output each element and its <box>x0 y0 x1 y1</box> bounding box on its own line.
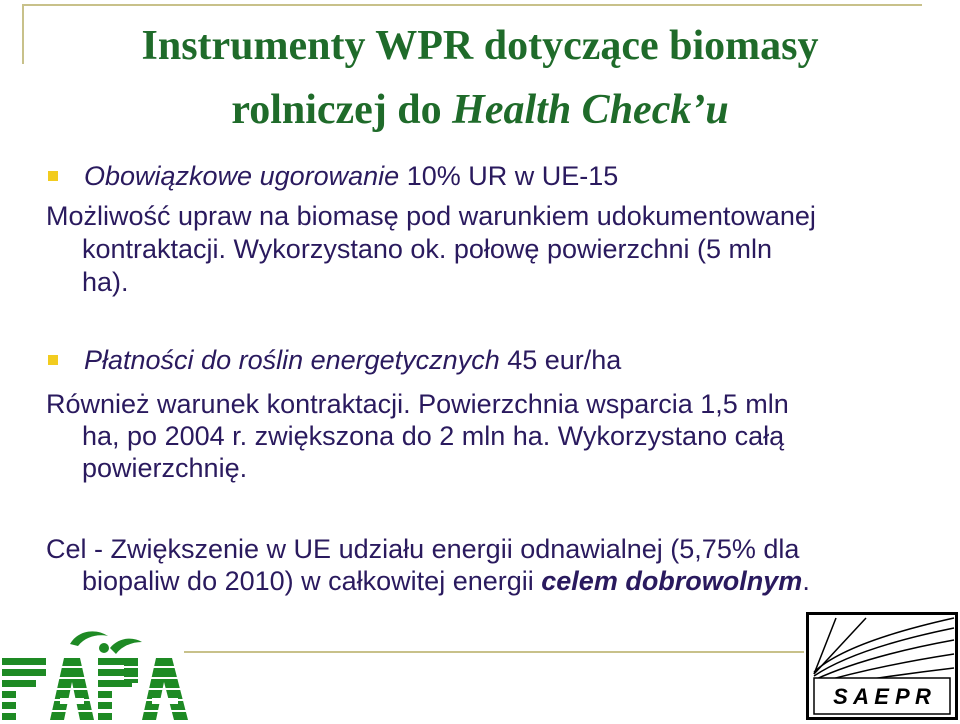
saepr-logo <box>806 612 958 720</box>
section2-line2: ha, po 2004 r. zwiększona do 2 mln ha. Wykorzystano całą <box>82 421 785 451</box>
section1-bullet-text <box>84 160 618 192</box>
top-rule <box>22 4 922 6</box>
section3-line1: Cel - Zwiększenie w UE udziału energii odnawialnej (5,75% dla <box>46 534 800 564</box>
section1-bullet-italic: Obowiązkowe ugorowanie <box>84 161 400 191</box>
fapa-logo <box>0 626 190 724</box>
section3-line2 <box>82 565 810 597</box>
title-line2-plain: rolniczej do <box>231 87 453 133</box>
slide-title-line1 <box>0 20 960 72</box>
saepr-logo-text: S A E P R <box>833 684 931 709</box>
section1-bullet-plain: 10% UR w UE-15 <box>399 161 619 191</box>
section2-bullet-text <box>84 344 621 376</box>
section1-line2: kontraktacji. Wykorzystano ok. połowę powierzchni (5 mln <box>82 234 773 264</box>
section2-bullet-plain: 45 eur/ha <box>499 345 622 375</box>
section3-line2-emphasis: celem dobrowolnym <box>541 566 803 596</box>
title-line1-text: Instrumenty WPR dotyczące biomasy <box>141 23 819 69</box>
section3-line2-end: . <box>802 566 810 596</box>
title-line2-italic: Health Check’u <box>452 87 729 133</box>
section2-bullet-italic: Płatności do roślin energetycznych <box>84 345 500 375</box>
slide-title-line2 <box>0 84 960 136</box>
section2-line3: powierzchnię. <box>82 453 248 483</box>
section1-line3: ha). <box>82 267 129 297</box>
bullet-square-icon <box>48 171 58 181</box>
bullet-square-icon <box>48 355 58 365</box>
section2-line1: Również warunek kontraktacji. Powierzchnia wsparcia 1,5 mln <box>46 389 789 419</box>
fapa-logo-mark <box>2 631 188 720</box>
section3-line2-plain: biopaliw do 2010) w całkowitej energii <box>82 566 542 596</box>
bottom-rule <box>184 651 804 653</box>
section1-line1: Możliwość upraw na biomasę pod warunkiem udokumentowanej <box>46 201 816 231</box>
